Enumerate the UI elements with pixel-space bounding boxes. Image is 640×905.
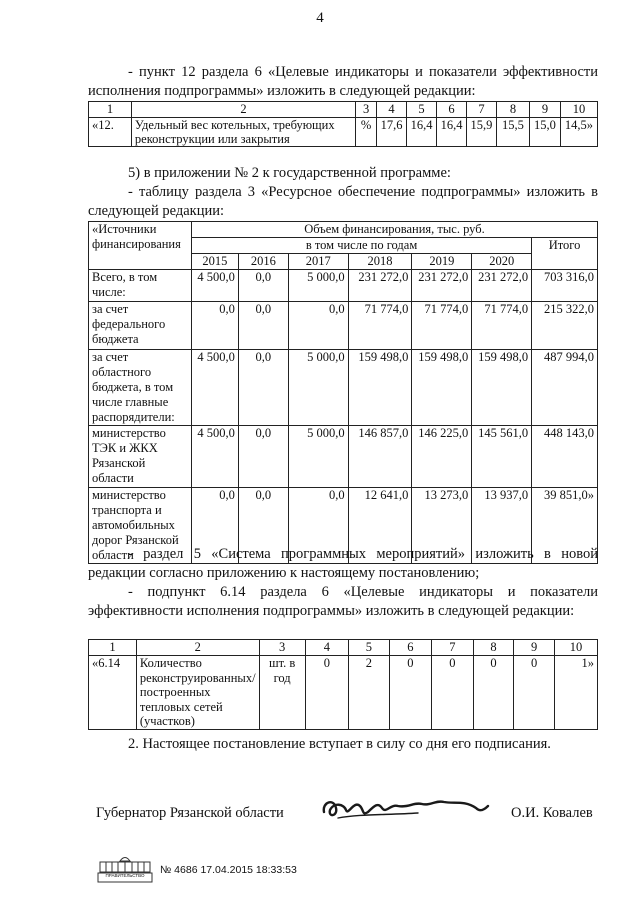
t2-volume-header: Объем финансирования, тыс. руб. xyxy=(191,222,597,238)
t3-h5: 5 xyxy=(349,640,390,656)
t2-r1-v6: 215 322,0 xyxy=(532,302,598,350)
t1-c4: 17,6 xyxy=(377,118,407,147)
table-row xyxy=(89,656,598,730)
t3-c1: «6.14 xyxy=(89,656,137,730)
t1-h9: 9 xyxy=(529,102,560,118)
t1-c7: 15,9 xyxy=(467,118,497,147)
t2-r2-v0: 4 500,0 xyxy=(191,350,238,426)
t2-r1-v2: 0,0 xyxy=(288,302,348,350)
t2-r1-v3: 71 774,0 xyxy=(348,302,412,350)
signature-position: Губернатор Рязанской области xyxy=(96,805,284,821)
t2-r0-v3: 231 272,0 xyxy=(348,270,412,302)
t2-r1-v5: 71 774,0 xyxy=(472,302,532,350)
paragraph-6: 2. Настоящее постановление вступает в силу со дня его подписания. xyxy=(128,736,551,752)
t2-r4-v4: 13 273,0 xyxy=(412,488,472,564)
handwritten-signature-icon xyxy=(318,788,493,830)
t1-c1: «12. xyxy=(89,118,132,147)
t1-c6: 16,4 xyxy=(437,118,467,147)
t2-r3-v5: 145 561,0 xyxy=(472,426,532,488)
t2-r3-v2: 5 000,0 xyxy=(288,426,348,488)
t2-r3-v4: 146 225,0 xyxy=(412,426,472,488)
signature-name: О.И. Ковалев xyxy=(511,805,593,821)
t2-years-header: в том числе по годам xyxy=(191,238,531,254)
t2-r0-v2: 5 000,0 xyxy=(288,270,348,302)
t3-h1: 1 xyxy=(89,640,137,656)
t1-h10: 10 xyxy=(560,102,597,118)
t2-r2-v3: 159 498,0 xyxy=(348,350,412,426)
table-row xyxy=(89,350,598,426)
t3-h3: 3 xyxy=(259,640,305,656)
t3-c5: 2 xyxy=(349,656,390,730)
t3-c9: 0 xyxy=(514,656,555,730)
t1-c10: 14,5» xyxy=(560,118,597,147)
t3-c7: 0 xyxy=(432,656,474,730)
t2-r3-v6: 448 143,0 xyxy=(532,426,598,488)
t2-r4-v5: 13 937,0 xyxy=(472,488,532,564)
t2-r4-v6: 39 851,0» xyxy=(532,488,598,564)
t1-h3: 3 xyxy=(356,102,377,118)
t3-h6: 6 xyxy=(389,640,431,656)
t1-h7: 7 xyxy=(467,102,497,118)
t3-h9: 9 xyxy=(514,640,555,656)
t3-c4: 0 xyxy=(305,656,348,730)
t2-r0-v4: 231 272,0 xyxy=(412,270,472,302)
t2-r0-v1: 0,0 xyxy=(238,270,288,302)
paragraph-5: - подпункт 6.14 раздела 6 «Целевые индикаторы и показатели эффективности исполнения подпрограммы» изложить в следующей редакции: xyxy=(88,584,598,619)
table-3 xyxy=(88,639,598,730)
paragraph-3: - таблицу раздела 3 «Ресурсное обеспечение подпрограммы» изложить в следующей редакции: xyxy=(88,184,598,219)
t2-r3-v1: 0,0 xyxy=(238,426,288,488)
table-3-header xyxy=(89,640,598,656)
table-2 xyxy=(88,221,598,564)
t2-r1-v0: 0,0 xyxy=(191,302,238,350)
t1-h8: 8 xyxy=(496,102,529,118)
t3-c10: 1» xyxy=(554,656,597,730)
t3-h8: 8 xyxy=(473,640,514,656)
t2-year-2016: 2016 xyxy=(238,254,288,270)
t2-r4-v0: 0,0 xyxy=(191,488,238,564)
t2-r4-v3: 12 641,0 xyxy=(348,488,412,564)
page-number: 4 xyxy=(316,10,324,26)
document-stamp: № 4686 17.04.2015 18:33:53 xyxy=(160,864,297,876)
t1-c3: % xyxy=(356,118,377,147)
t2-r2-v2: 5 000,0 xyxy=(288,350,348,426)
government-logo-icon xyxy=(96,853,154,883)
t1-c9: 15,0 xyxy=(529,118,560,147)
t1-h6: 6 xyxy=(437,102,467,118)
t2-year-2019: 2019 xyxy=(412,254,472,270)
t3-h2: 2 xyxy=(136,640,259,656)
paragraph-1: - пункт 12 раздела 6 «Целевые индикаторы и показатели эффективности исполнения подпрограммы» изложить в следующей редакции: xyxy=(88,64,598,99)
t2-year-2017: 2017 xyxy=(288,254,348,270)
t3-h10: 10 xyxy=(554,640,597,656)
t2-r2-v5: 159 498,0 xyxy=(472,350,532,426)
t1-h2: 2 xyxy=(131,102,355,118)
table-row xyxy=(89,118,598,147)
t2-r2-label: за счет областного бюджета, в том числе главные распорядители: xyxy=(89,350,192,426)
t2-r4-v1: 0,0 xyxy=(238,488,288,564)
t2-r3-v0: 4 500,0 xyxy=(191,426,238,488)
t3-h4: 4 xyxy=(305,640,348,656)
t2-r3-v3: 146 857,0 xyxy=(348,426,412,488)
t1-c2: Удельный вес котельных, требующих реконструкции или закрытия xyxy=(131,118,355,147)
t2-r1-label: за счет федерального бюджета xyxy=(89,302,192,350)
table-1 xyxy=(88,101,598,147)
t1-c5: 16,4 xyxy=(407,118,437,147)
t1-c8: 15,5 xyxy=(496,118,529,147)
t2-r0-v5: 231 272,0 xyxy=(472,270,532,302)
t2-r1-v4: 71 774,0 xyxy=(412,302,472,350)
paragraph-4: - раздел 5 «Система программных мероприятий» изложить в новой редакции согласно приложению к настоящему постановлению; xyxy=(88,546,598,581)
t2-total-header: Итого xyxy=(532,238,598,270)
t2-r0-label: Всего, в том числе: xyxy=(89,270,192,302)
t1-h1: 1 xyxy=(89,102,132,118)
table-row xyxy=(89,302,598,350)
t2-year-2020: 2020 xyxy=(472,254,532,270)
t2-r4-v2: 0,0 xyxy=(288,488,348,564)
t2-r2-v1: 0,0 xyxy=(238,350,288,426)
t3-c3: шт. в год xyxy=(259,656,305,730)
t2-r2-v6: 487 994,0 xyxy=(532,350,598,426)
logo-text: ПРАВИТЕЛЬСТВО xyxy=(105,873,145,878)
t2-r0-v0: 4 500,0 xyxy=(191,270,238,302)
t2-r3-label: министерство ТЭК и ЖКХ Рязанской области xyxy=(89,426,192,488)
t2-year-2018: 2018 xyxy=(348,254,412,270)
t3-c6: 0 xyxy=(389,656,431,730)
table-row xyxy=(89,426,598,488)
t2-r1-v1: 0,0 xyxy=(238,302,288,350)
table-1-header xyxy=(89,102,598,118)
t1-h4: 4 xyxy=(377,102,407,118)
t2-year-2015: 2015 xyxy=(191,254,238,270)
t3-c8: 0 xyxy=(473,656,514,730)
table-row xyxy=(89,270,598,302)
t2-r4-label: министерство транспорта и автомобильных дорог Рязанской области xyxy=(89,488,192,564)
t1-h5: 5 xyxy=(407,102,437,118)
t2-source-header: «Источники финансирования xyxy=(89,222,192,270)
t2-r2-v4: 159 498,0 xyxy=(412,350,472,426)
t3-c2: Количество реконструированных/построенных тепловых сетей (участков) xyxy=(136,656,259,730)
paragraph-2: 5) в приложении № 2 к государственной программе: xyxy=(128,165,451,181)
t3-h7: 7 xyxy=(432,640,474,656)
t2-r0-v6: 703 316,0 xyxy=(532,270,598,302)
